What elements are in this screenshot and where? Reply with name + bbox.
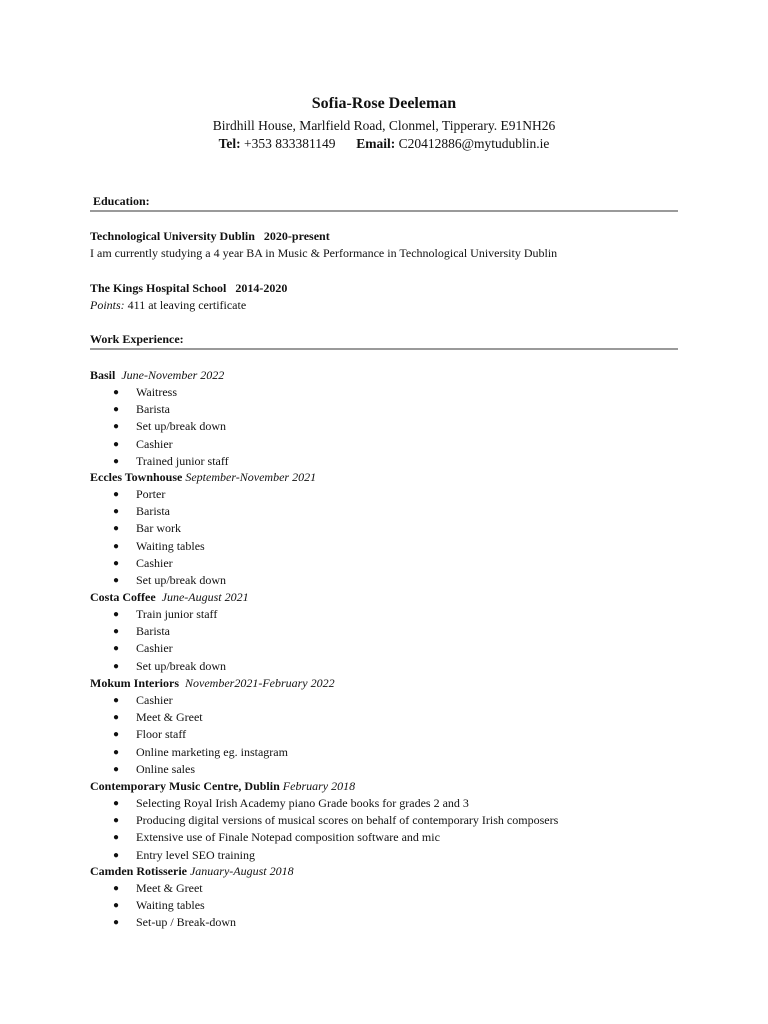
bullet-icon: ● — [113, 712, 120, 724]
bullet-icon: ● — [113, 523, 120, 535]
duty-item: ● Cashier — [90, 640, 690, 657]
duty-item: ● Barista — [90, 401, 690, 418]
job-employer: Basil — [90, 368, 116, 382]
duty-item: ● Porter — [90, 486, 690, 503]
work-heading: Work Experience: — [90, 332, 184, 346]
job-header — [90, 675, 690, 692]
job-entry — [90, 675, 690, 778]
job-employer: Contemporary Music Centre, Dublin — [90, 779, 280, 793]
bullet-icon: ● — [113, 798, 120, 809]
duty-item: ● Cashier — [90, 555, 690, 572]
job-header — [90, 589, 690, 606]
job-employer: Costa Coffee — [90, 590, 156, 604]
bullet-icon: ● — [113, 574, 120, 586]
job-entry — [90, 367, 690, 470]
duty-item: ● Entry level SEO training — [90, 847, 690, 864]
job-duties — [90, 795, 690, 864]
duty-item: ● Waiting tables — [90, 897, 690, 914]
applicant-name: Sofia-Rose Deeleman — [311, 95, 457, 112]
bullet-icon: ● — [113, 609, 120, 620]
job-header — [90, 778, 690, 795]
duty-item: ● Trained junior staff — [90, 453, 690, 470]
job-duties — [90, 880, 690, 932]
bullet-icon: ● — [113, 849, 120, 861]
job-dates: February 2018 — [282, 779, 356, 793]
work-divider — [90, 348, 678, 350]
education-divider — [90, 210, 678, 212]
bullet-icon: ● — [113, 438, 120, 450]
bullet-icon: ● — [113, 746, 120, 758]
bullet-icon: ● — [113, 557, 120, 569]
bullet-icon: ● — [113, 729, 120, 741]
education-detail: I am currently studying a 4 year BA in Music & Performance in Technological University Dublin — [90, 246, 558, 260]
bullet-icon: ● — [113, 506, 120, 518]
duty-item: ● Set up/break down — [90, 572, 690, 589]
points-value: 411 at leaving certificate — [127, 298, 247, 312]
job-duties — [90, 486, 690, 589]
tel-label: Tel: — [218, 136, 241, 151]
job-header — [90, 863, 690, 880]
job-employer: Camden Rotisserie — [90, 864, 187, 878]
job-entry — [90, 589, 690, 675]
duty-item: ● Cashier — [90, 692, 690, 709]
job-header — [90, 367, 690, 384]
duty-item: ● Bar work — [90, 520, 690, 537]
job-dates: January-August 2018 — [189, 864, 294, 878]
education-dates: 2020-present — [263, 229, 330, 243]
duty-item: ● Set-up / Break-down — [90, 914, 690, 931]
duty-item: ● Meet & Greet — [90, 880, 690, 897]
duty-item: ● Set up/break down — [90, 658, 690, 675]
duty-item: ● Set up/break down — [90, 418, 690, 435]
contact-line — [0, 135, 768, 153]
education-dates: 2014-2020 — [235, 281, 288, 295]
job-entry — [90, 778, 690, 864]
applicant-address: Birdhill House, Marlfield Road, Clonmel, Tipperary. E91NH26 — [212, 118, 556, 133]
bullet-icon: ● — [113, 883, 120, 894]
bullet-icon: ● — [113, 404, 120, 416]
job-duties — [90, 606, 690, 675]
education-institution: Technological University Dublin — [90, 229, 255, 243]
duty-item: ● Barista — [90, 623, 690, 640]
bullet-icon: ● — [113, 832, 120, 844]
duty-item: ● Waiting tables — [90, 538, 690, 555]
job-dates: June-November 2022 — [121, 368, 225, 382]
job-dates: June-August 2021 — [161, 590, 249, 604]
education-heading: Education: — [93, 194, 150, 208]
duty-item: ● Online marketing eg. instagram — [90, 744, 690, 761]
job-dates: November2021-February 2022 — [185, 676, 335, 690]
bullet-icon: ● — [113, 917, 120, 929]
bullet-icon: ● — [113, 540, 120, 552]
job-duties — [90, 384, 690, 470]
email-label: Email: — [356, 136, 396, 151]
bullet-icon: ● — [113, 763, 120, 775]
job-entry — [90, 469, 690, 589]
bullet-icon: ● — [113, 455, 120, 467]
bullet-icon: ● — [113, 489, 120, 500]
bullet-icon: ● — [113, 815, 120, 827]
duty-item: ● Waitress — [90, 384, 690, 401]
job-dates: September-November 2021 — [185, 470, 317, 484]
duty-item: ● Floor staff — [90, 726, 690, 743]
bullet-icon: ● — [113, 643, 120, 655]
education-institution: The Kings Hospital School — [90, 281, 227, 295]
bullet-icon: ● — [113, 421, 120, 433]
duty-item: ● Cashier — [90, 436, 690, 453]
job-entry — [90, 863, 690, 932]
job-employer: Eccles Townhouse — [90, 470, 183, 484]
duty-item: ● Selecting Royal Irish Academy piano Grade books for grades 2 and 3 — [90, 795, 690, 812]
job-duties — [90, 692, 690, 778]
bullet-icon: ● — [113, 626, 120, 638]
email-value: C20412886@mytudublin.ie — [398, 136, 550, 151]
duty-item: ● Barista — [90, 503, 690, 520]
duty-item: ● Meet & Greet — [90, 709, 690, 726]
bullet-icon: ● — [113, 660, 120, 672]
education-entry-tud — [90, 228, 330, 245]
job-header — [90, 469, 690, 486]
bullet-icon: ● — [113, 900, 120, 912]
points-label: Points: — [90, 298, 125, 312]
job-employer: Mokum Interiors — [90, 676, 179, 690]
bullet-icon: ● — [113, 695, 120, 706]
duty-item: ● Producing digital versions of musical scores on behalf of contemporary Irish composers — [90, 812, 690, 829]
duty-item: ● Train junior staff — [90, 606, 690, 623]
education-points — [90, 297, 246, 314]
tel-value: +353 833381149 — [243, 136, 336, 151]
duty-item: ● Extensive use of Finale Notepad composition software and mic — [90, 829, 690, 846]
education-entry-kings — [90, 280, 287, 297]
bullet-icon: ● — [113, 387, 120, 398]
duty-item: ● Online sales — [90, 761, 690, 778]
